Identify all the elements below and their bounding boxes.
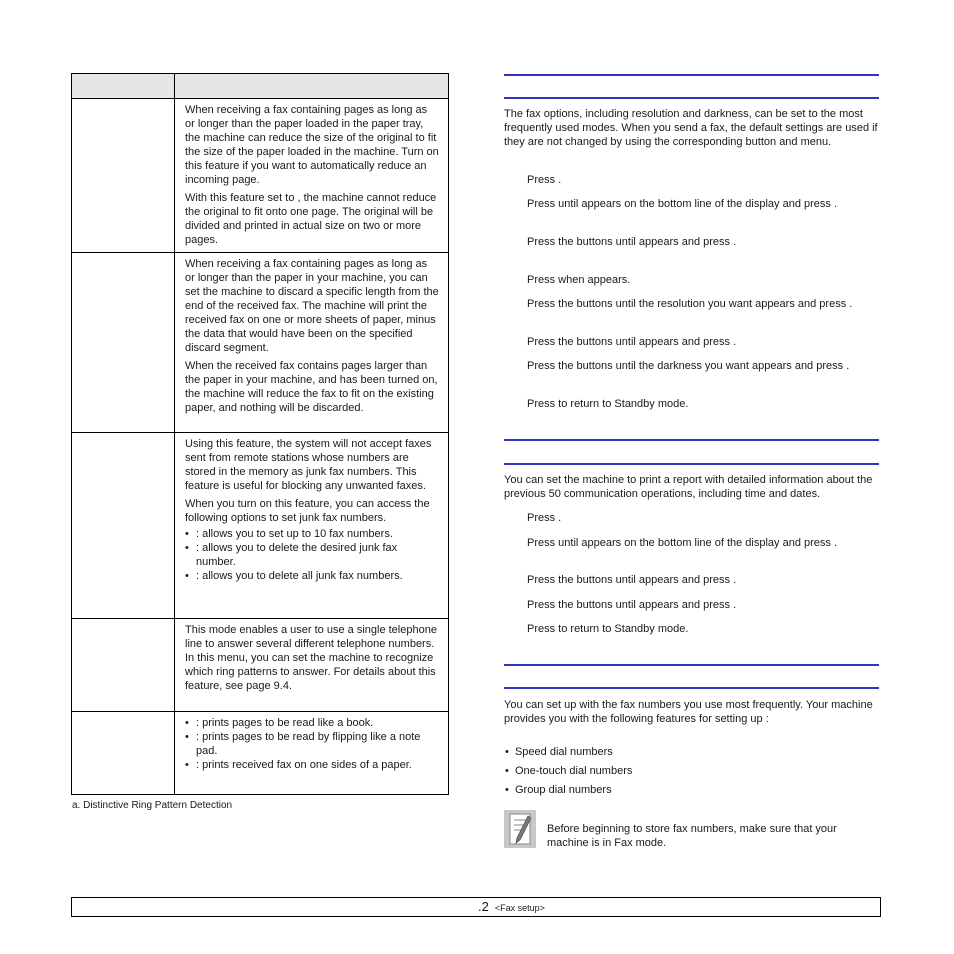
bullet-text: Group dial numbers <box>514 784 612 796</box>
list-item: • One-touch dial numbers <box>505 765 633 777</box>
section-intro: You can set up with the fax numbers you use most frequently. Your machine provides you with the following features for setting up : <box>504 699 873 725</box>
option-name-cell <box>72 99 175 253</box>
step-item: Press to return to Standby mode. <box>527 623 689 635</box>
description-paragraph: When you turn on this feature, you can access the following options to set junk fax numbers. <box>185 498 430 524</box>
step-item: Press to return to Standby mode. <box>527 398 689 410</box>
step-item: Press when appears. <box>527 274 631 286</box>
option-name-cell <box>72 253 175 433</box>
section-name: <Fax setup> <box>494 903 545 913</box>
section-divider-top <box>504 74 879 76</box>
step-item: Press . <box>527 174 562 186</box>
list-item: • : prints pages to be read like a book. <box>185 717 374 729</box>
table-footnote: a. Distinctive Ring Pattern Detection <box>72 800 233 811</box>
note-text: Before beginning to store fax numbers, make sure that your machine is in Fax mode. <box>547 823 837 849</box>
table-row <box>72 253 449 433</box>
table-header-option <box>72 74 175 99</box>
page-number: .2 <box>478 899 489 914</box>
table-row <box>72 619 449 712</box>
description-paragraph: When receiving a fax containing pages as long as or longer than the paper loaded in the paper tray, the machine can reduce the size of the original to fit the size of the paper loaded in the machine. Turn on this feature if you want to automatically reduce an incoming page. <box>185 104 439 186</box>
option-name-cell <box>72 712 175 795</box>
page-footer <box>71 897 881 917</box>
step-item: Press . <box>527 512 562 524</box>
section-divider-bottom <box>504 97 879 99</box>
step-item: Press the buttons until the resolution you want appears and press . <box>527 298 853 310</box>
bullet-text: : allows you to delete all junk fax numbers. <box>196 570 403 582</box>
table-header-row <box>72 74 449 99</box>
table-row <box>72 433 449 619</box>
bullet-text: Speed dial numbers <box>514 746 613 758</box>
description-paragraph: Using this feature, the system will not accept faxes sent from remote stations whose numbers are stored in the memory as junk fax numbers. This feature is useful for blocking any unwanted faxes. <box>185 438 432 492</box>
note-pencil-icon <box>504 810 536 848</box>
option-description-cell <box>175 433 449 619</box>
bullet-text: : prints pages to be read like a book. <box>196 717 374 729</box>
list-item: • : allows you to delete all junk fax numbers. <box>185 570 403 582</box>
step-item: Press the buttons until appears and press . <box>527 336 737 348</box>
step-item: Press the buttons until appears and press . <box>527 599 737 611</box>
bullet-text: : prints pages to be read by flipping like a note pad. <box>196 731 421 757</box>
table-row <box>72 712 449 795</box>
step-item: Press the buttons until appears and press . <box>527 236 737 248</box>
list-item: • : allows you to set up to 10 fax numbers. <box>185 528 393 540</box>
description-paragraph: With this feature set to , the machine cannot reduce the original to fit onto one page. The original will be divided and printed in actual size on two or more pages. <box>185 192 437 246</box>
step-item: Press the buttons until appears and press . <box>527 574 737 586</box>
option-description-cell <box>175 253 449 433</box>
option-name-cell <box>72 619 175 712</box>
section-divider-bottom <box>504 687 879 689</box>
list-item: • : allows you to delete the desired junk fax number. <box>185 542 398 568</box>
bullet-text: : allows you to set up to 10 fax numbers. <box>196 528 393 540</box>
bullet-text: One-touch dial numbers <box>514 765 633 777</box>
table-row <box>72 99 449 253</box>
step-item: Press the buttons until the darkness you want appears and press . <box>527 360 850 372</box>
list-item: • Speed dial numbers <box>505 746 613 758</box>
option-name-cell <box>72 433 175 619</box>
option-description-cell <box>175 619 449 712</box>
section-divider-top <box>504 439 879 441</box>
bullet-text: : prints received fax on one sides of a paper. <box>196 759 412 771</box>
section-divider-top <box>504 664 879 666</box>
list-item: • : prints received fax on one sides of a paper. <box>185 759 412 771</box>
option-description-cell <box>175 712 449 795</box>
fax-options-table <box>71 73 449 795</box>
list-item: • Group dial numbers <box>505 784 612 796</box>
section-intro: You can set the machine to print a report with detailed information about the previous 50 communication operations, including time and dates. <box>504 474 873 500</box>
description-paragraph: This mode enables a user to use a single telephone line to answer several different telephone numbers. In this menu, you can set the machine to recognize which ring patterns to answer. For details about this feature, see page 9.4. <box>185 624 437 692</box>
step-item: Press until appears on the bottom line of the display and press . <box>527 537 838 549</box>
description-paragraph: When receiving a fax containing pages as long as or longer than the paper in your machine, you can set the machine to discard a specific length from the end of the received fax. The machine will print the received fax on one or more sheets of paper, minus the data that would have been on the specified discard segment. <box>185 258 439 354</box>
description-paragraph: When the received fax contains pages larger than the paper in your machine, and has been turned on, the machine will reduce the fax to fit on the existing paper, and nothing will be discarded. <box>185 360 438 414</box>
bullet-text: : allows you to delete the desired junk fax number. <box>196 542 398 568</box>
section-intro: The fax options, including resolution and darkness, can be set to the most frequently used modes. When you send a fax, the default settings are used if they are not changed by using the corresponding button and menu. <box>504 108 878 148</box>
option-description-cell <box>175 99 449 253</box>
section-divider-bottom <box>504 463 879 465</box>
list-item: • : prints pages to be read by flipping like a note pad. <box>185 731 421 757</box>
table-header-description <box>175 74 449 99</box>
step-item: Press until appears on the bottom line of the display and press . <box>527 198 838 210</box>
footer-label <box>478 900 545 915</box>
